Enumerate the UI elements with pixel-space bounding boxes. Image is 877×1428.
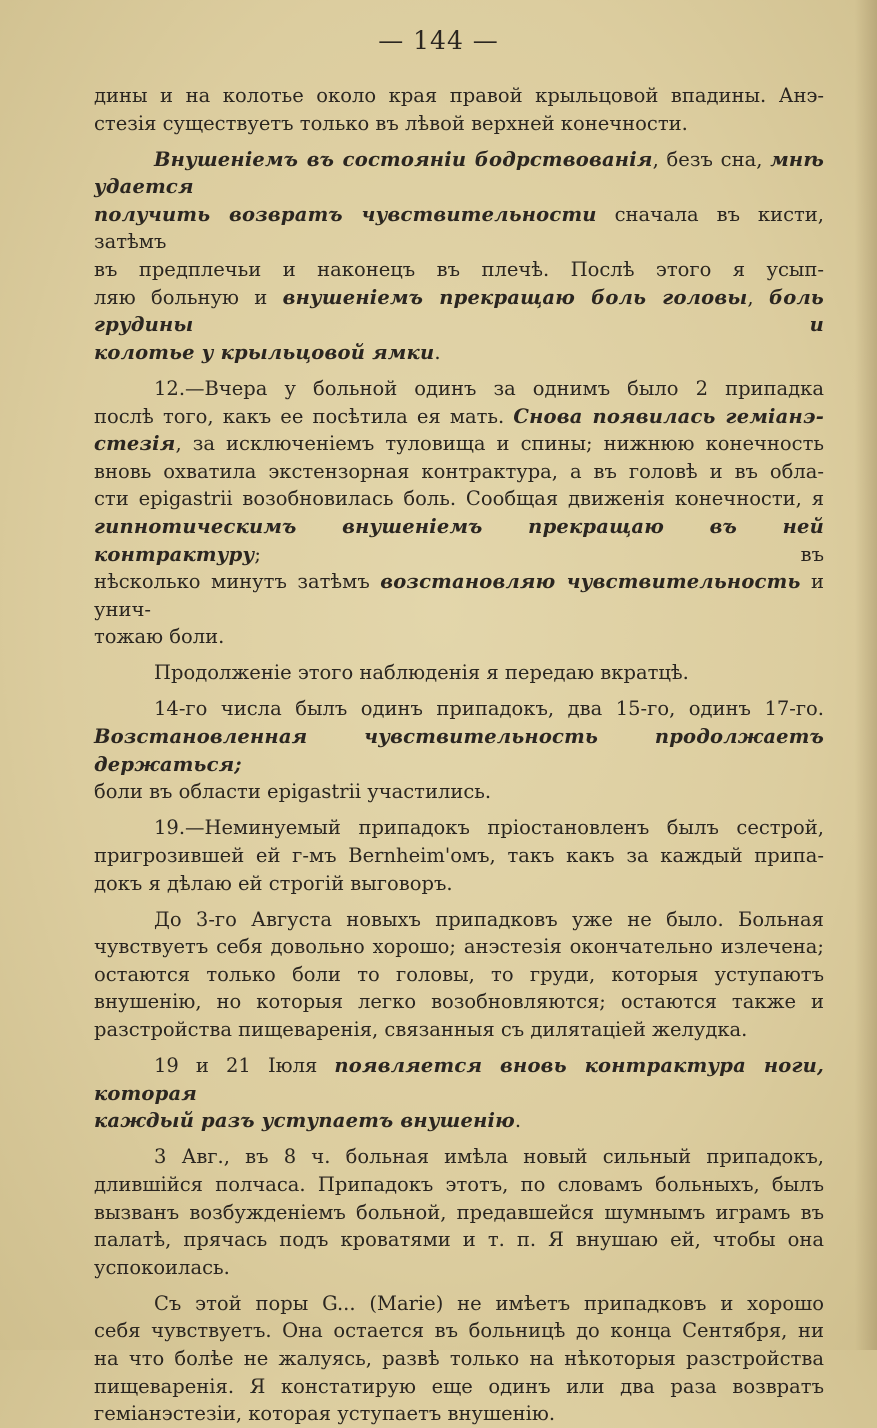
plain-text: пищеваренія. Я констатирую еще одинъ или два раза возвратъ: [94, 1374, 824, 1398]
emphasis-text: получить возвратъ чувствительности: [94, 202, 597, 226]
emphasis-text: каждый разъ уступаетъ внушенію: [94, 1109, 515, 1133]
plain-text: въ предплечьи и наконецъ въ плечѣ. Послѣ этого я усып-: [94, 258, 824, 282]
plain-text: пригрозившей ей г-мъ Bernheim'омъ, такъ какъ за каждый припа-: [94, 843, 824, 867]
text-line: [94, 1171, 824, 1199]
plain-text: ,: [747, 285, 769, 309]
plain-text: .: [514, 1109, 522, 1133]
text-line: [94, 1254, 824, 1282]
plain-text: стезія существуетъ только въ лѣвой верхней конечности.: [94, 111, 688, 135]
text-line: [94, 933, 824, 961]
plain-text: докъ я дѣлаю ей строгій выговоръ.: [94, 871, 453, 895]
text-line: [94, 201, 824, 256]
emphasis-text: гипнотическимъ внушеніемъ прекращаю въ ней контрактуру: [94, 514, 824, 566]
emphasis-text: Возстановленная чувствительность продолжаетъ держаться;: [94, 725, 824, 776]
text-line: [94, 339, 824, 367]
text-line: [94, 568, 824, 623]
emphasis-text: внушеніемъ прекращаю боль головы: [282, 285, 748, 309]
plain-text: ляю больную и: [94, 285, 283, 309]
text-line: [94, 1400, 824, 1428]
emphasis-text: Внушеніемъ въ состояніи бодрствованія: [154, 147, 653, 171]
text-line: [94, 988, 824, 1016]
text-line: [94, 906, 824, 934]
plain-text: 19 и 21 Іюля: [154, 1054, 335, 1078]
plain-text: разстройства пищеваренія, связанныя съ дилятаціей желудка.: [94, 1018, 748, 1041]
text-line: [94, 82, 824, 110]
plain-text: 19.—Неминуемый припадокъ пріостановленъ былъ сестрой,: [154, 816, 824, 840]
plain-text: и унич-: [94, 570, 824, 621]
text-line: [94, 1226, 824, 1254]
text-line: [94, 485, 824, 513]
text-line: [94, 146, 824, 201]
text-line: [94, 842, 824, 870]
plain-text: успокоилась.: [94, 1255, 230, 1279]
text-line: [94, 110, 824, 138]
text-line: [94, 961, 824, 989]
plain-text: послѣ того, какъ ее посѣтила ея мать.: [94, 404, 514, 428]
text-line: [94, 1143, 824, 1171]
text-line: [94, 375, 824, 403]
text-line: [94, 256, 824, 284]
plain-text: вызванъ возбужденіемъ больной, предавшейся шумнымъ играмъ въ: [94, 1200, 824, 1224]
text-line: [94, 814, 824, 842]
text-line: [94, 1317, 824, 1345]
text-line: [94, 1373, 824, 1401]
text-line: [94, 430, 824, 458]
text-line: [94, 1345, 824, 1373]
emphasis-text: колотье у крыльцовой ямки: [94, 340, 435, 364]
body-text: [94, 82, 824, 1428]
plain-text: сначала въ кисти, затѣмъ: [94, 202, 824, 254]
plain-text: ; въ: [254, 542, 824, 566]
plain-text: , за исключеніемъ туловища и спины; нижнюю конечность: [175, 432, 824, 456]
plain-text: чувствуетъ себя довольно хорошо; анэстезія окончательно излечена;: [94, 935, 824, 959]
plain-text: себя чувствуетъ. Она остается въ больницѣ до конца Сентября, ни: [94, 1319, 824, 1343]
plain-text: До 3-го Августа новыхъ припадковъ уже не было. Больная: [154, 907, 824, 931]
text-line: [94, 723, 824, 778]
text-line: [94, 1290, 824, 1318]
text-line: [94, 778, 824, 806]
plain-text: 14-го числа былъ одинъ припадокъ, два 15-го, одинъ 17-го.: [154, 697, 824, 721]
plain-text: на что болѣе не жалуясь, развѣ только на нѣкоторыя разстройства: [94, 1347, 824, 1371]
text-line: [94, 403, 824, 431]
emphasis-text: появляется вновь контрактура ноги, которая: [94, 1054, 824, 1105]
plain-text: тожаю боли.: [94, 625, 225, 649]
text-line: [94, 623, 824, 651]
plain-text: Продолженіе этого наблюденія я передаю вкратцѣ.: [154, 661, 689, 685]
plain-text: , безъ сна,: [652, 147, 771, 171]
text-line: [94, 1016, 824, 1044]
text-line: [94, 1107, 824, 1135]
plain-text: внушенію, но которыя легко возобновляются; остаются также и: [94, 990, 824, 1014]
emphasis-text: возстановляю чувствительность: [380, 570, 801, 594]
plain-text: 12.—Вчера у больной одинъ за однимъ было 2 припадка: [154, 376, 824, 400]
text-line: [94, 695, 824, 723]
plain-text: сти epigastrii возобновилась боль. Сообщая движенія конечности, я: [94, 487, 824, 511]
plain-text: вновь охватила экстензорная контрактура, а въ головѣ и въ обла-: [94, 459, 824, 483]
plain-text: боли въ области epigastrii участились.: [94, 780, 492, 804]
text-line: [94, 458, 824, 486]
emphasis-text: мнѣ удается: [94, 147, 825, 199]
plain-text: 3 Авг., въ 8 ч. больная имѣла новый сильный припадокъ,: [154, 1145, 824, 1169]
text-line: [94, 870, 824, 898]
plain-text: Съ этой поры G... (Marie) не имѣетъ припадковъ и хорошо: [154, 1291, 824, 1315]
text-line: [94, 284, 824, 339]
page-number: — 144 —: [378, 26, 499, 55]
plain-text: длившійся полчаса. Припадокъ этотъ, по словамъ больныхъ, былъ: [94, 1172, 824, 1196]
text-line: [94, 1199, 824, 1227]
emphasis-text: боль грудины и: [94, 285, 824, 337]
text-line: [94, 513, 824, 568]
plain-text: дины и на колотье около края правой крыльцовой впадины. Анэ-: [94, 84, 824, 107]
plain-text: палатѣ, прячась подъ кроватями и т. п. Я внушаю ей, чтобы она: [94, 1228, 824, 1252]
text-line: [94, 659, 824, 687]
plain-text: геміанэстезіи, которая уступаетъ внушенію.: [94, 1402, 556, 1426]
page-edge-shadow: [855, 0, 877, 1350]
plain-text: нѣсколько минутъ затѣмъ: [94, 570, 381, 594]
emphasis-text: Снова появилась геміанэ-: [513, 404, 824, 428]
plain-text: остаются только боли то головы, то груди, которыя уступаютъ: [94, 962, 824, 986]
emphasis-text: стезія: [94, 432, 176, 456]
text-line: [94, 1052, 824, 1107]
plain-text: .: [434, 340, 441, 364]
